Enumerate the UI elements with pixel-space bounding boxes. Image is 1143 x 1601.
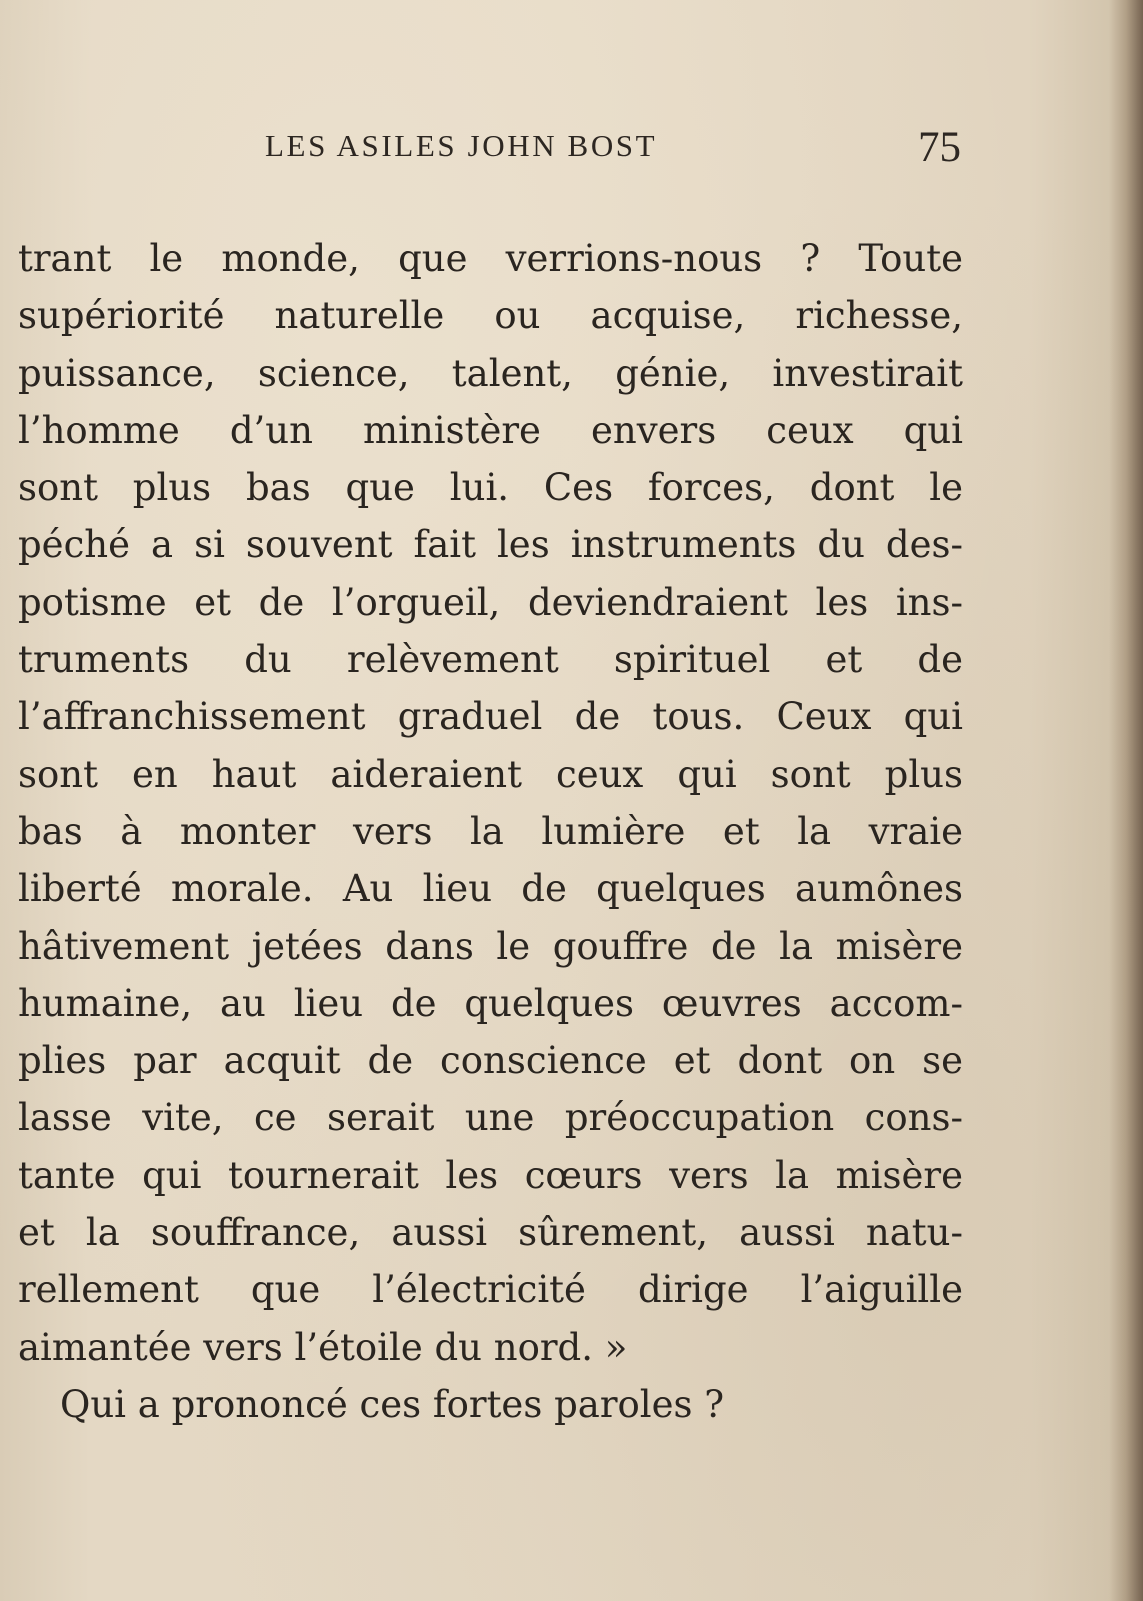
text-line: trant le monde, que verrions-nous ? Toute bbox=[18, 237, 963, 280]
text-line: humaine, au lieu de quelques œuvres accom- bbox=[18, 981, 963, 1025]
text-line: sont en haut aideraient ceux qui sont plus bbox=[18, 752, 963, 796]
text-line: sont plus bas que lui. Ces forces, dont le bbox=[18, 466, 963, 510]
text-line: lasse vite, ce serait une préoccupation cons- bbox=[18, 1096, 963, 1140]
page-edge-shadow bbox=[1109, 0, 1143, 1601]
text-line: péché a si souvent fait les instruments du des- bbox=[18, 523, 963, 567]
text-line: rellement que l’électricité dirige l’aiguille bbox=[18, 1268, 963, 1312]
text-line: tante qui tournerait les cœurs vers la misère bbox=[18, 1153, 963, 1197]
page-number: 75 bbox=[918, 124, 961, 171]
running-title: LES ASILES JOHN BOST bbox=[265, 128, 658, 163]
text-line: hâtivement jetées dans le gouffre de la misère bbox=[18, 924, 963, 968]
text-line-paragraph-start: Qui a prononcé ces fortes paroles ? bbox=[60, 1382, 725, 1426]
text-line: truments du relèvement spirituel et de bbox=[18, 638, 963, 682]
text-line: l’homme d’un ministère envers ceux qui bbox=[18, 408, 963, 452]
text-line: l’affranchissement graduel de tous. Ceux qui bbox=[18, 695, 963, 739]
text-line: bas à monter vers la lumière et la vraie bbox=[18, 809, 963, 853]
text-line: supériorité naturelle ou acquise, richesse, bbox=[18, 294, 963, 338]
text-line: puissance, science, talent, génie, investirait bbox=[18, 351, 963, 395]
text-line: potisme et de l’orgueil, deviendraient les ins- bbox=[18, 580, 963, 624]
text-line: liberté morale. Au lieu de quelques aumônes bbox=[18, 867, 963, 911]
text-line: et la souffrance, aussi sûrement, aussi natu- bbox=[18, 1211, 963, 1255]
text-line: aimantée vers l’étoile du nord. » bbox=[18, 1325, 628, 1369]
body-text bbox=[18, 230, 963, 1433]
text-line: plies par acquit de conscience et dont on se bbox=[18, 1039, 963, 1083]
